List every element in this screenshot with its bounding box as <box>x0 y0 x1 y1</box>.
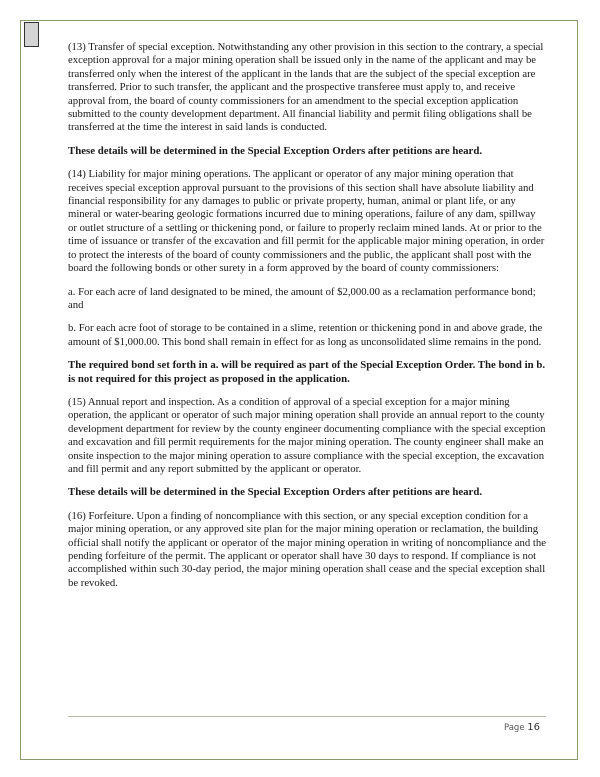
note-special-exception-orders-2: These details will be determined in the Special Exception Orders after petitions are heard. <box>68 486 483 499</box>
note-special-exception-orders: These details will be determined in the Special Exception Orders after petitions are heard. <box>68 144 483 157</box>
corner-tab <box>24 22 39 47</box>
paragraph-transfer-of-special-exception: (13) Transfer of special exception. Notwithstanding any other provision in this section to the contrary, a special exception approval for a major mining operation shall be issued only in the name of the applicant and may be transferred only when the interest of the applicant in the lands that are the subject of the special exception are transferred. Prior to such transfer, the applicant and the prospective transferee must apply to, and receive approval from, the board of county commissioners for an amendment to the special exception application submitted to the county development department. All financial liability and permit filing obligations shall be transferred at the time the interest in said lands is conducted. <box>68 41 544 134</box>
page-number: 16 <box>527 722 540 733</box>
note-required-bond: The required bond set forth in a. will be required as part of the Special Exception Order. The bond in b. is not required for this project as proposed in the application. <box>68 359 546 385</box>
paragraph-forfeiture: (16) Forfeiture. Upon a finding of noncompliance with this section, or any special exception condition for a major mining operation, or any approved site plan for the major mining operation or reclamation, the building official shall notify the applicant or operator of the major mining operation in writing of noncompliance and the pending forfeiture of the permit. The applicant or operator shall have 30 days to respond. If compliance is not accomplished within such 30-day period, the major mining operation shall cease and the special exception shall be revoked. <box>68 509 546 589</box>
paragraph-item-b: b. For each acre foot of storage to be contained in a slime, retention or thickening pond in and above grade, the amount of $1,000.00. This bond shall remain in effect for as long as unconsolidated slime remains in the pond. <box>68 322 543 348</box>
footer-rule <box>68 716 546 717</box>
paragraph-liability: (14) Liability for major mining operations. The applicant or operator of any major mining operation that receives special exception approval pursuant to the provisions of this section shall have absolute liability and financial responsibility for any damages to public or private property, human, animal or plant life, or any mineral or water-bearing geologic formations incurred due to mining operations, failure of any dam, spillway or outlet structure of a settling or thickening pond, or failure to properly reclaim mined lands. At or prior to the time of issuance or transfer of the excavation and fill permit for the applicable major mining operation, in order to protect the interests of the board of county commissioners and the public, the applicant shall post with the board the following bonds or other surety in a form approved by the board of county commissioners: <box>68 168 545 275</box>
page-footer <box>504 722 540 733</box>
paragraph-annual-report: (15) Annual report and inspection. As a condition of approval of a special exception for a major mining operation, the applicant or operator of such major mining operation shall provide an annual report to the county development department for review by the county engineer documenting compliance with the special exception and excavation and fill permit requirements for the major mining operation. The county engineer shall make an onsite inspection to the major mining operation to assure compliance with the special exception, the excavation and fill permit and any report submitted by the applicant or operator. <box>68 395 546 475</box>
paragraph-item-a: a. For each acre of land designated to be mined, the amount of $2,000.00 as a reclamation performance bond; and <box>68 285 536 311</box>
page-label: Page <box>503 723 525 733</box>
document-body <box>68 41 546 600</box>
